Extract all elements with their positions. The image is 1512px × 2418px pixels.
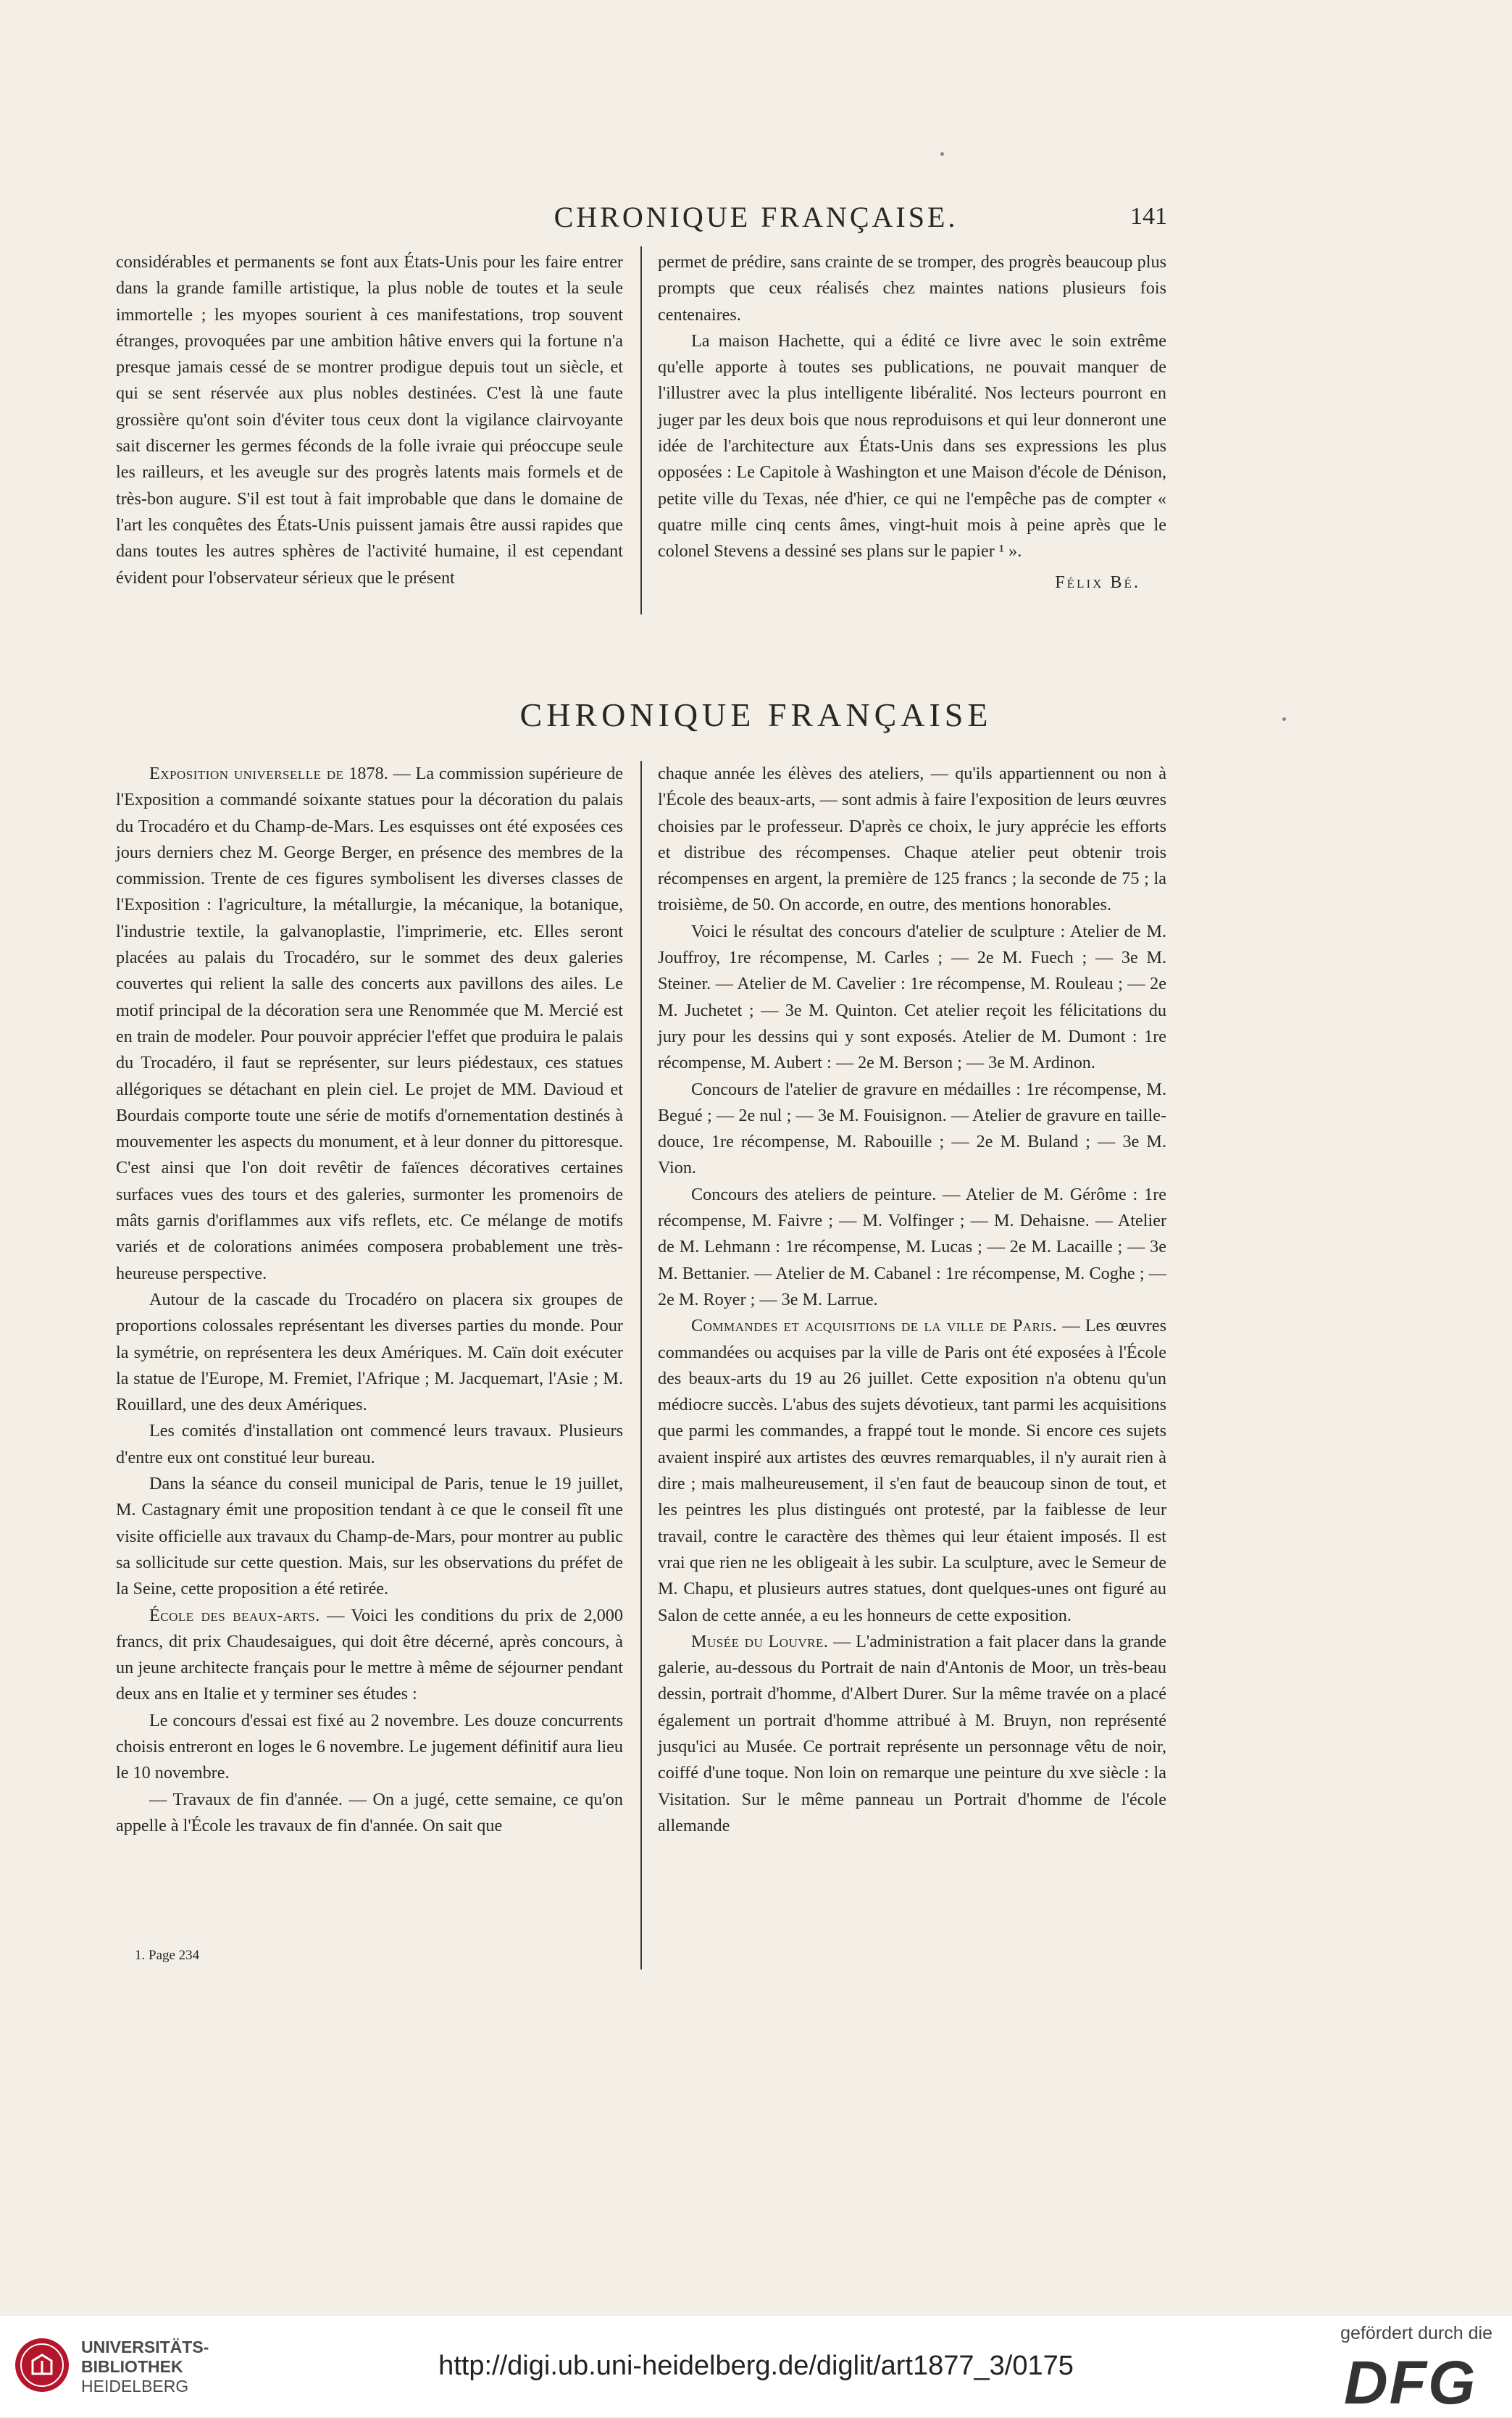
funded-by-label: gefördert durch die (1340, 2323, 1492, 2343)
left-column (116, 761, 623, 1839)
left-paragraph-1: Exposition universelle de 1878. — La commission supérieure de l'Exposition a commandé soixante statues pour la décoration du palais du Trocadéro et du Champ-de-Mars. Les esquisses ont été exposées ces jours derniers chez M. George Berger, en présence des membres de la commission. Trente de ces figures symbolisent les diverses classes de l'Exposition : l'agriculture, la métallurgie, la mécanique, la botanique, l'industrie textile, la galvanoplastie, l'imprimerie, etc. Elles seront placées au palais du Trocadéro, sur le sommet des deux galeries couvertes qui relient la salle des concerts aux pavillons des ailes. Le motif principal de la décoration sera une Renommée que M. Mercié est en train de modeler. Pour pouvoir apprécier l'effet que produira le palais du Trocadéro, il faut se représenter, sur leurs piédestaux, ces statues allégoriques se détachant en plein ciel. Le projet de MM. Davioud et Bourdais comporte toute une série de motifs d'ornementation destinés à mouvementer les aspects du monument, et à leur donner du pittoresque. C'est ainsi que l'on doit revêtir de faïences décoratives certaines surfaces vues des tours et des galeries, surmonter les promenoirs de mâts garnis d'oriflammes aux vifs reflets, etc. Ce mélange de motifs variés et de colorations animées composera probablement une très-heureuse perspective. (116, 764, 623, 1283)
right-paragraph-1: chaque année les élèves des ateliers, — qu'ils appartiennent ou non à l'École des beaux-arts, — sont admis à faire l'exposition de leurs œuvres choisies par le professeur. D'après ce choix, le jury apprécie les efforts et distribue des récompenses. Chaque atelier peut obtenir trois récompenses en argent, la première de 125 francs ; la seconde de 75 ; la troisième, de 50. On accorde, en outre, des mentions honorables. (658, 764, 1166, 915)
right-paragraph-6: Musée du Louvre. — L'administration a fait placer dans la grande galerie, au-dessous du Portrait de nain d'Antonis de Moor, un très-beau dessin, portrait d'homme, d'Albert Durer. Sur la même travée on a placé également un portrait d'homme attribué à M. Bruyn, non représenté jusqu'ici au Musée. Ce portrait représente un personnage vêtu de noir, coiffé d'une toque. Non loin on remarque une peinture du xve siècle : la Visitation. Sur le même panneau un Portrait d'homme de l'école allemande (658, 1631, 1167, 1835)
column-rule (640, 761, 642, 1969)
left-paragraph-6: Le concours d'essai est fixé au 2 novembre. Les douze concurrents choisis entreront en loges le 6 novembre. Le jugement définitif aura lieu le 10 novembre. (116, 1710, 623, 1783)
dfg-logo: DFG (1344, 2348, 1477, 2417)
right-paragraph-5: Commandes et acquisitions de la ville de Paris. — Les œuvres commandées ou acquises par la ville de Paris ont été exposées à l'École des beaux-arts du 19 au 26 juillet. Cette exposition n'a obtenu qu'un médiocre succès. L'abus des sujets dévotieux, tant parmi les acquisitions que parmi les commandes, a frappé tout le monde. Si encore ces sujets avaient inspiré aux artistes des œuvres remarquables, il n'y aurait rien à dire ; mais malheureusement, il s'en faut de beaucoup sinon de tout, et les peintres les plus distingués ont protesté, par la faiblesse de leur travail, contre le caractère des thèmes qui leur étaient imposés. Il est vrai que rien ne les obligeait à les subir. La sculpture, avec le Semeur de M. Chapu, et plusieurs autres statues, dont quelques-unes ont figuré au Salon de cette année, a eu les honneurs de cette exposition. (658, 1316, 1167, 1625)
right-column (658, 761, 1166, 1839)
left-paragraph-4: Dans la séance du conseil municipal de Paris, tenue le 19 juillet, M. Castagnary émit une proposition tendant à ce que le conseil fît une visite officielle aux travaux du Champ-de-Mars, pour montrer au public sa sollicitude sur cette question. Mais, sur les observations du préfet de la Seine, cette proposition a été retirée. (116, 1474, 623, 1599)
section-title: CHRONIQUE FRANÇAISE (519, 696, 993, 733)
top-left-paragraph: considérables et permanents se font aux États-Unis pour les faire entrer dans la grande famille artistique, la plus noble de toutes et la seule immortelle ; les myopes sourient à ces manifestations, trop souvent étranges, provoquées par une ambition hâtive envers qui la fortune n'a presque jamais cessé de se montrer prodigue depuis tout un siècle, et qui se sent réservée aux plus nobles destinées. C'est là une faute grossière qu'ont soin d'éviter tous ceux dont la vigilance clairvoyante sait discerner les germes féconds de la folle ivraie qui préoccupe seule les railleurs, et les aveugle sur des progrès latents mais formels et de très-bon augure. S'il est tout à fait improbable que dans le domaine de l'art les conquêtes des États-Unis puissent jamais être aussi rapides que dans toutes les autres sphères de l'activité humaine, il est cependant évident pour l'observateur sérieux que le présent (116, 252, 623, 588)
top-column-rule (640, 246, 642, 614)
running-head (0, 200, 1512, 243)
left-paragraph-7: — Travaux de fin d'année. — On a jugé, cette semaine, ce qu'on appelle à l'École les travaux de fin d'année. On sait que (116, 1789, 623, 1835)
institution-name: UNIVERSITÄTS- BIBLIOTHEK HEIDELBERG (81, 2338, 209, 2396)
left-paragraph-2: Autour de la cascade du Trocadéro on placera six groupes de proportions colossales représentant les diverses parties du monde. Pour la symétrie, on représentera les deux Amériques. M. Caïn doit exécuter la statue de l'Europe, M. Fremiet, l'Afrique ; M. Jacquemart, l'Asie ; M. Rouillard, une des deux Amériques. (116, 1289, 623, 1415)
footer-bar (0, 2316, 1512, 2417)
right-paragraph-3: Concours de l'atelier de gravure en médailles : 1re récompense, M. Begué ; — 2e nul ; — 3e M. Fouisignon. — Atelier de gravure en taille-douce, 1re récompense, M. Rabouille ; — 2e M. Buland ; — 3e M. Vion. (658, 1079, 1166, 1178)
top-right-paragraph-2: La maison Hachette, qui a édité ce livre avec le soin extrême qu'elle apporte à toutes ses publications, ne pouvait manquer de l'illustrer avec la plus intelligente libéralité. Nos lecteurs pourront en juger par les deux bois que nous reproduisons et qui leur donneront une idée de l'architecture aux États-Unis dans ses expressions les plus opposées : Le Capitole à Washington et une Maison d'école de Dénison, petite ville du Texas, née d'hier, ce qui ne l'empêche pas de compter « quatre mille cinq cents âmes, vingt-huit mois à peine après que le colonel Stevens a dessiné ses plans sur le papier ¹ ». (658, 330, 1166, 562)
left-paragraph-5: École des beaux-arts. — Voici les conditions du prix de 2,000 francs, dit prix Chaudesaigues, qui doit être décerné, après concours, à un jeune architecte français pour le mettre à même de séjourner pendant deux ans en Italie et y terminer ses études : (116, 1605, 623, 1704)
speck (1282, 717, 1286, 721)
top-article-left-column (116, 249, 623, 591)
speck (940, 152, 944, 156)
left-paragraph-3: Les comités d'installation ont commencé leurs travaux. Plusieurs d'entre eux ont constitué leur bureau. (116, 1421, 623, 1467)
permalink-url[interactable]: http://digi.ub.uni-heidelberg.de/diglit/art1877_3/0175 (438, 2351, 1074, 2381)
author-signature: Félix Bé. (1055, 572, 1140, 592)
right-paragraph-2: Voici le résultat des concours d'atelier de sculpture : Atelier de M. Jouffroy, 1re récompense, M. Carles ; — 2e M. Fuech ; — 3e M. Steiner. — Atelier de M. Cavelier : 1re récompense, M. Rouleau ; — 2e M. Juchetet ; — 3e M. Quinton. Cet atelier reçoit les félicitations du jury pour les dessins qui y sont exposés. Atelier de M. Dumont : 1re récompense, M. Aubert : — 2e M. Berson ; — 3e M. Ardinon. (658, 921, 1166, 1073)
footnote: 1. Page 234 (135, 1948, 200, 1963)
rubric: Commandes et acquisitions de la ville de Paris. (691, 1316, 1058, 1336)
rubric: Musée du Louvre. (691, 1631, 829, 1651)
right-paragraph-4: Concours des ateliers de peinture. — Atelier de M. Gérôme : 1re récompense, M. Faivre ; — M. Volfinger ; — M. Dehaisne. — Atelier de M. Lehmann : 1re récompense, M. Lucas ; — 2e M. Lacaille ; — 3e M. Bettanier. — Atelier de M. Cabanel : 1re récompense, M. Coghe ; — 2e M. Royer ; — 3e M. Larrue. (658, 1184, 1166, 1309)
rubric: Exposition universelle de (149, 764, 344, 783)
rubric: École des beaux-arts. (149, 1605, 320, 1625)
top-right-paragraph-1: permet de prédire, sans crainte de se tromper, des progrès beaucoup plus prompts que ceux réalisés chez maintes nations plusieurs fois centenaires. (658, 252, 1166, 325)
page-number: 141 (1130, 203, 1167, 230)
running-title: CHRONIQUE FRANÇAISE. (554, 201, 958, 233)
top-article-right-column (658, 249, 1166, 596)
